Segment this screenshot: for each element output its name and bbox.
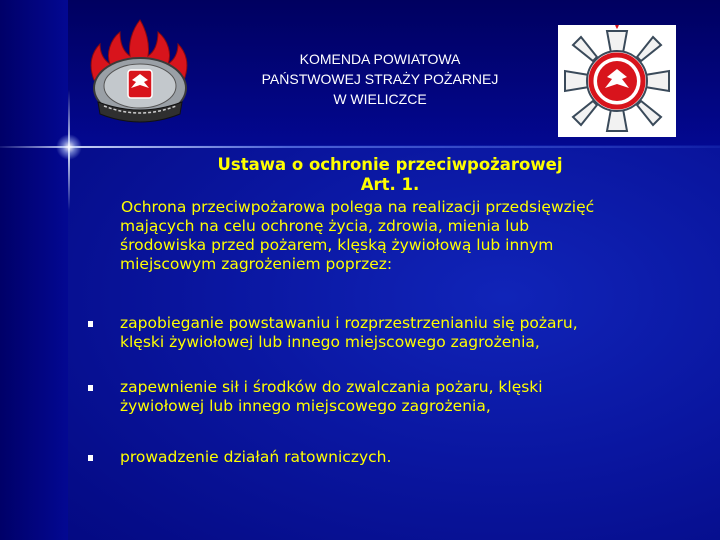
- lead-line: środowiska przed pożarem, klęską żywiołową lub innym: [120, 236, 554, 254]
- lead-line: mających na celu ochronę życia, zdrowia, mienia lub: [120, 217, 530, 235]
- list-item-line: klęski żywiołowej lub innego miejscowego zagrożenia,: [120, 333, 540, 351]
- fire-service-cross-badge-icon: [558, 25, 676, 137]
- organization-title-line-1: KOMENDA POWIATOWA: [299, 51, 461, 67]
- act-headings: [120, 155, 660, 195]
- list-item-line: żywiołowej lub innego miejscowego zagrożenia,: [120, 397, 491, 415]
- bullet-marker-icon: [88, 455, 93, 461]
- list-item-line: prowadzenie działań ratowniczych.: [120, 448, 392, 466]
- light-flare-horizontal: [0, 146, 720, 148]
- bullet-marker-icon: [88, 385, 93, 391]
- lead-line: Ochrona przeciwpożarowa polega na realizacji przedsięwzięć: [121, 198, 595, 216]
- act-title: Ustawa o ochronie przeciwpożarowej: [217, 155, 563, 174]
- left-band: [0, 0, 68, 540]
- fire-brigade-helmet-emblem-icon: [80, 14, 200, 132]
- organization-title: [200, 49, 560, 109]
- bullet-marker-icon: [88, 321, 93, 327]
- light-flare-core: [56, 134, 82, 160]
- article-lead-paragraph: [120, 198, 680, 274]
- organization-title-line-3: W WIELICZCE: [333, 91, 427, 107]
- lead-line: miejscowym zagrożeniem poprzez:: [120, 255, 393, 273]
- list-item-line: zapewnienie sił i środków do zwalczania pożaru, klęski: [120, 378, 543, 396]
- list-item-line: zapobieganie powstawaniu i rozprzestrzenianiu się pożaru,: [120, 314, 578, 332]
- article-number: Art. 1.: [360, 175, 420, 194]
- organization-title-line-2: PAŃSTWOWEJ STRAŻY POŻARNEJ: [261, 71, 499, 87]
